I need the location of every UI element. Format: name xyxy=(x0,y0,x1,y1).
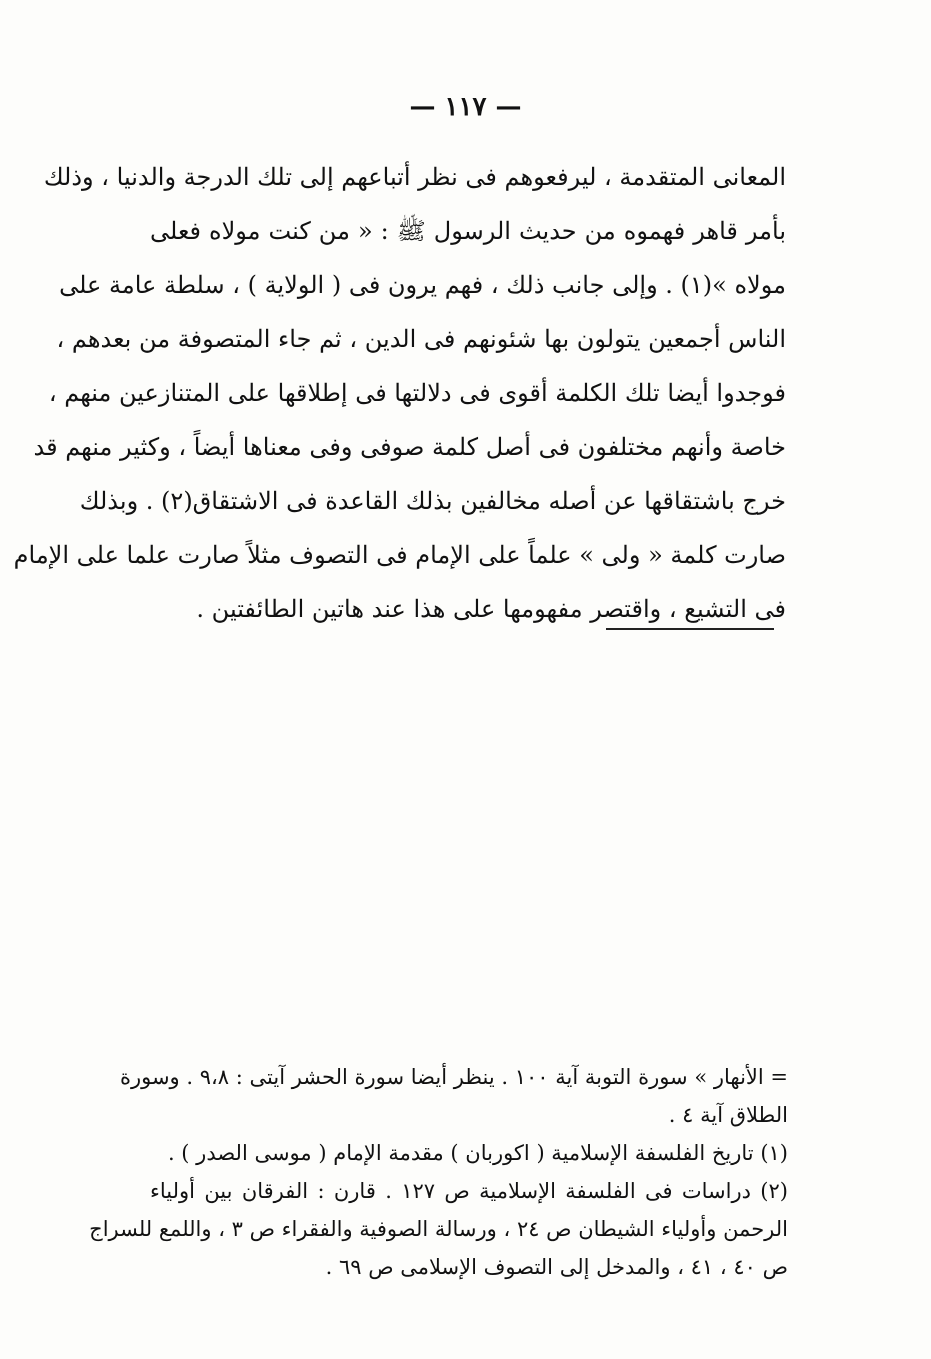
paragraph-line: فوجدوا أيضا تلك الكلمة أقوى فى دلالتها فى إطلاقها على المتنازعين منهم ، xyxy=(48,379,786,407)
footnote-line: (١) تاريخ الفلسفة الإسلامية ( اكوربان ) مقدمة الإمام ( موسى الصدر ) . xyxy=(167,1141,788,1165)
page-number: — ١١٧ — xyxy=(409,92,522,122)
footnote-line: الطلاق آية ٤ . xyxy=(668,1103,788,1127)
paragraph-line: خاصة وأنهم مختلفون فى أصل كلمة صوفى وفى معناها أيضاً ، وكثير منهم قد xyxy=(33,433,786,461)
paragraph-line: مولاه »(١) . وإلى جانب ذلك ، فهم يرون فى ( الولاية ) ، سلطة عامة على xyxy=(59,271,786,299)
footnote-separator xyxy=(606,628,774,630)
paragraph-line: الناس أجمعين يتولون بها شئونهم فى الدين ، ثم جاء المتصوفة من بعدهم ، xyxy=(56,325,786,353)
footnotes xyxy=(89,1058,788,1286)
paragraph-line: فى التشيع ، واقتصر مفهومها على هذا عند هاتين الطائفتين . xyxy=(196,595,786,623)
footnote-line: (٢) دراسات فى الفلسفة الإسلامية ص ١٢٧ . قارن : الفرقان بين أولياء xyxy=(150,1179,788,1203)
footnote-line: = الأنهار » سورة التوبة آية ١٠٠ . ينظر أيضا سورة الحشر آيتى : ٩،٨ . وسورة xyxy=(119,1065,788,1089)
paragraph-line: صارت كلمة « ولى » علماً على الإمام فى التصوف مثلاً صارت علما على الإمام xyxy=(13,541,786,569)
footnote-line: الرحمن وأولياء الشيطان ص ٢٤ ، ورسالة الصوفية والفقراء ص ٣ ، واللمع للسراج xyxy=(89,1217,788,1241)
paragraph-line: المعانى المتقدمة ، ليرفعوهم فى نظر أتباعهم إلى تلك الدرجة والدنيا ، وذلك xyxy=(43,163,786,191)
main-paragraph xyxy=(13,150,786,636)
paragraph-line: خرج باشتقاقها عن أصله مخالفين بذلك القاعدة فى الاشتقاق(٢) . وبذلك xyxy=(79,487,786,515)
footnote-line: ص ٤٠ ، ٤١ ، والمدخل إلى التصوف الإسلامى ص ٦٩ . xyxy=(325,1255,788,1279)
paragraph-line: بأمر قاهر فهموه من حديث الرسول ﷺ : « من كنت مولاه فعلى xyxy=(150,217,786,245)
